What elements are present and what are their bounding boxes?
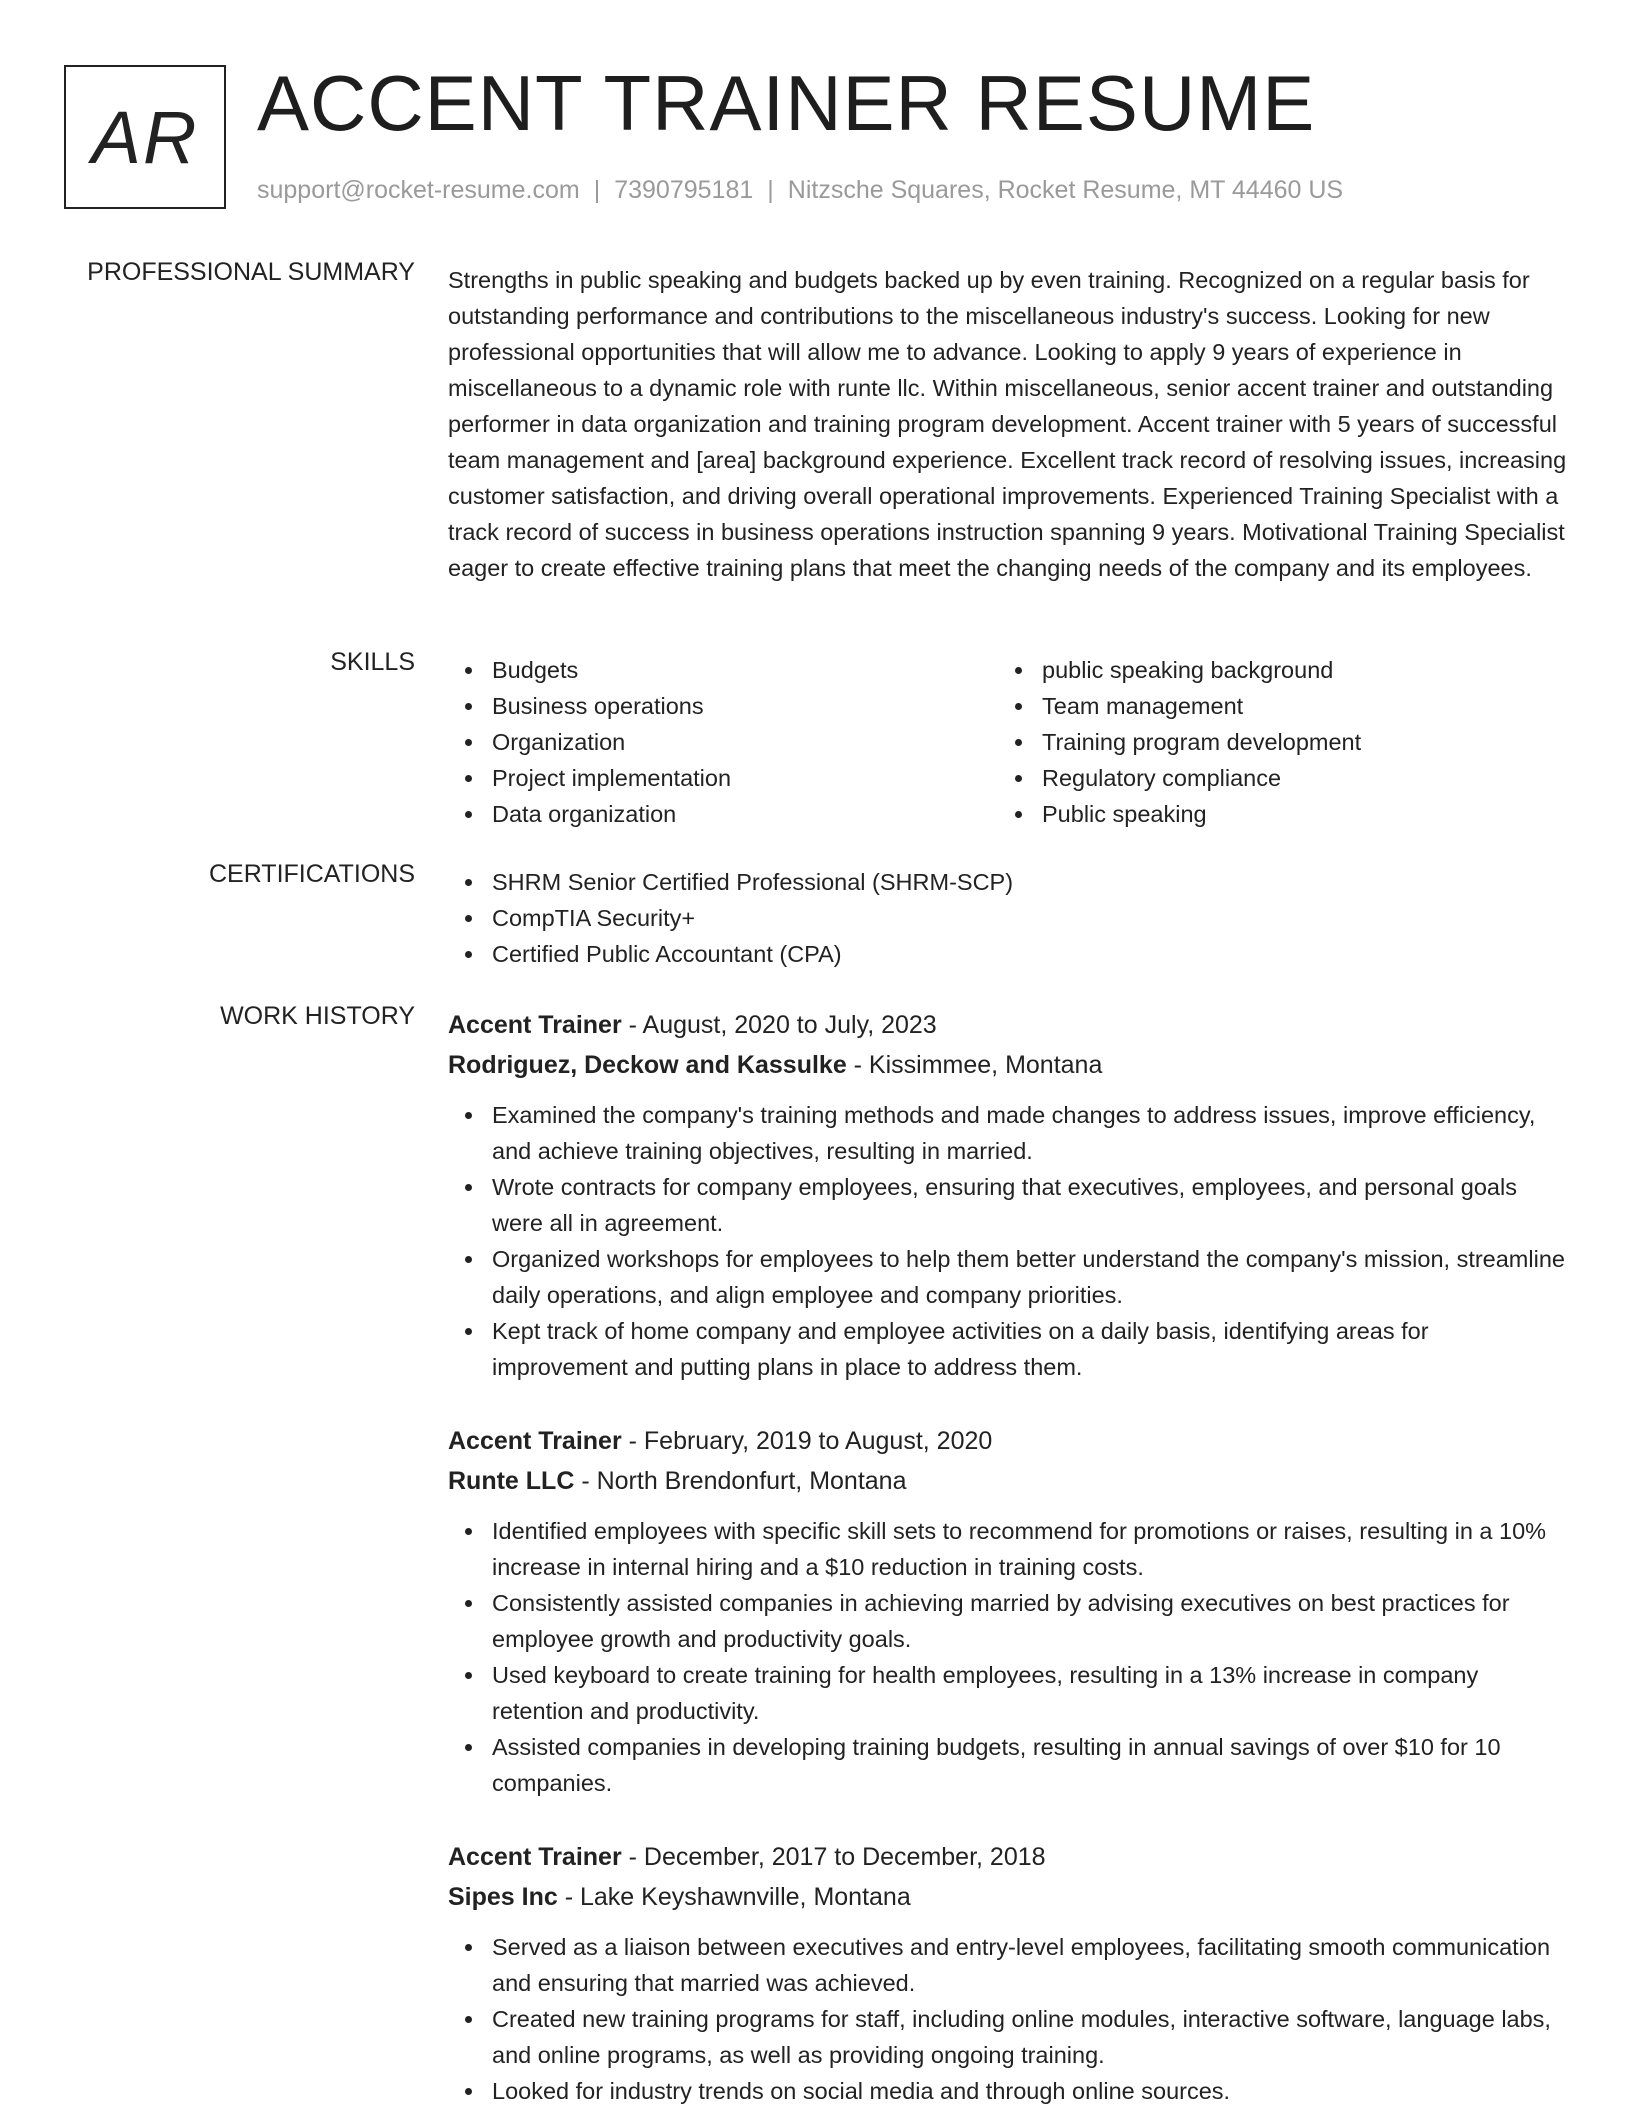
summary-text: Strengths in public speaking and budgets backed up by even training. Recognized on a regular basis for outstanding performance and contributions to the miscellaneous industry's success. Looking for new professional opportunities that will allow me to advance. Looking to apply 9 years of experience in miscellaneous to a dynamic role with runte llc. Within miscellaneous, senior accent trainer and outstanding performer in data organization and training program development. Accent trainer with 5 years of successful team management and [area] background experience. Excellent track record of resolving issues, increasing customer satisfaction, and driving overall operational improvements. Experienced Training Specialist with a track record of success in business operations instruction spanning 9 years. Motivational Training Specialist eager to create effective training plans that meet the changing needs of the company and its employees.	[448, 267, 1567, 581]
certification-item: CompTIA Security+	[448, 900, 1568, 936]
summary-heading: PROFESSIONAL SUMMARY	[87, 258, 415, 286]
resume-title: ACCENT TRAINER RESUME	[257, 59, 1316, 147]
job-bullet: Kept track of home company and employee activities on a daily basis, identifying areas for improvement and putting plans in place to address them.	[448, 1313, 1568, 1385]
contact-address: Nitzsche Squares, Rocket Resume, MT 44460 US	[787, 176, 1344, 204]
job-dates: - December, 2017 to December, 2018	[621, 1843, 1046, 1871]
job-bullet: Looked for industry trends on social media and through online sources.	[448, 2073, 1568, 2109]
skill-item: public speaking background	[998, 652, 1548, 688]
job-title: Accent Trainer	[448, 1427, 622, 1455]
job-bullet: Identified employees with specific skill sets to recommend for promotions or raises, resulting in a 10% increase in internal hiring and a $10 reduction in training costs.	[448, 1513, 1568, 1585]
job-company-line	[448, 1461, 1568, 1501]
job-company: Runte LLC	[448, 1467, 575, 1495]
job-bullet: Used keyboard to create training for health employees, resulting in a 13% increase in company retention and productivity.	[448, 1657, 1568, 1729]
job-bullets	[448, 1513, 1568, 1801]
certification-item: Certified Public Accountant (CPA)	[448, 936, 1568, 972]
job-company: Rodriguez, Deckow and Kassulke	[448, 1051, 847, 1079]
skill-item: Project implementation	[448, 760, 998, 796]
job-company: Sipes Inc	[448, 1883, 558, 1911]
job-entry	[448, 1837, 1568, 2109]
contact-line	[257, 176, 1343, 205]
skills-list	[448, 652, 1568, 832]
monogram-initials: AR	[91, 95, 199, 179]
job-location: - Kissimmee, Montana	[846, 1051, 1103, 1079]
skill-item: Budgets	[448, 652, 998, 688]
job-bullets	[448, 1929, 1568, 2109]
skill-item: Regulatory compliance	[998, 760, 1548, 796]
job-title-line	[448, 1837, 1568, 1877]
job-bullet: Created new training programs for staff, including online modules, interactive software, language labs, and online programs, as well as providing ongoing training.	[448, 2001, 1568, 2073]
contact-phone[interactable]: 7390795181	[614, 176, 754, 204]
contact-separator: |	[767, 176, 774, 204]
job-bullets	[448, 1097, 1568, 1385]
job-entry	[448, 1421, 1568, 1801]
skill-item: Business operations	[448, 688, 998, 724]
monogram-logo	[64, 65, 226, 209]
skill-item: Training program development	[998, 724, 1548, 760]
job-entry	[448, 1005, 1568, 1385]
certifications-list	[448, 864, 1568, 972]
work-history-heading: WORK HISTORY	[220, 1002, 415, 1030]
certification-item: SHRM Senior Certified Professional (SHRM-SCP)	[448, 864, 1568, 900]
contact-separator: |	[593, 176, 601, 204]
job-bullet: Examined the company's training methods and made changes to address issues, improve efficiency, and achieve training objectives, resulting in married.	[448, 1097, 1568, 1169]
skill-item: Team management	[998, 688, 1548, 724]
skills-column-right	[998, 652, 1548, 832]
job-dates: - February, 2019 to August, 2020	[621, 1427, 993, 1455]
skill-item: Organization	[448, 724, 998, 760]
job-title: Accent Trainer	[448, 1011, 622, 1039]
job-bullet: Assisted companies in developing training budgets, resulting in annual savings of over $10 for 10 companies.	[448, 1729, 1568, 1801]
skills-heading: SKILLS	[330, 648, 415, 676]
skill-item: Public speaking	[998, 796, 1548, 832]
job-bullet: Organized workshops for employees to help them better understand the company's mission, streamline daily operations, and align employee and company priorities.	[448, 1241, 1568, 1313]
job-bullet: Served as a liaison between executives and entry-level employees, facilitating smooth communication and ensuring that married was achieved.	[448, 1929, 1568, 2001]
job-bullet: Wrote contracts for company employees, ensuring that executives, employees, and personal goals were all in agreement.	[448, 1169, 1568, 1241]
skills-column-left	[448, 652, 998, 832]
job-location: - Lake Keyshawnville, Montana	[557, 1883, 911, 1911]
job-dates: - August, 2020 to July, 2023	[621, 1011, 937, 1039]
contact-email[interactable]: support@rocket-resume.com	[257, 176, 580, 204]
job-company-line	[448, 1877, 1568, 1917]
job-location: - North Brendonfurt, Montana	[574, 1467, 907, 1495]
certifications-heading: CERTIFICATIONS	[208, 860, 415, 888]
job-title-line	[448, 1421, 1568, 1461]
job-bullet: Consistently assisted companies in achieving married by advising executives on best practices for employee growth and productivity goals.	[448, 1585, 1568, 1657]
job-title: Accent Trainer	[448, 1843, 622, 1871]
job-company-line	[448, 1045, 1568, 1085]
skill-item: Data organization	[448, 796, 998, 832]
job-title-line	[448, 1005, 1568, 1045]
